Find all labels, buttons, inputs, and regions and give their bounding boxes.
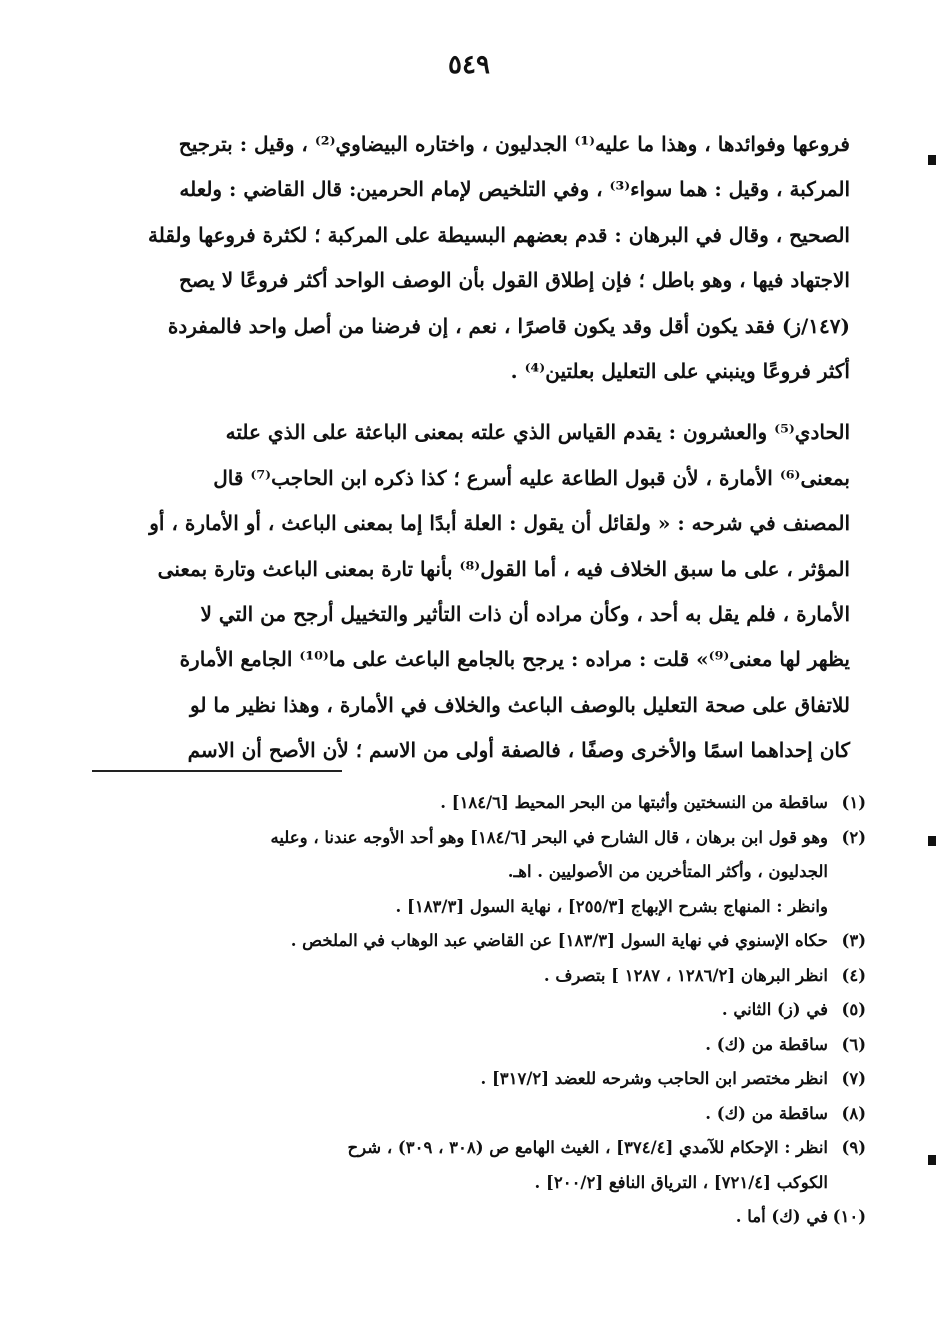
paragraph: [92, 410, 850, 773]
footnote-text: في (ك) أما .: [735, 1207, 828, 1226]
scan-artifact-mark: [928, 1155, 936, 1165]
footnote-text: وهو قول ابن برهان ، قال الشارح في البحر [١٨٤/٦] وهو أحد الأوجه عندنا ، وعليه: [270, 827, 828, 847]
footnote: [96, 959, 866, 994]
footnote-text: ساقطة من (ك) .: [705, 1103, 828, 1123]
paragraph: [92, 122, 850, 394]
text-line: فروعها وفوائدها ، وهذا ما عليه⁽¹⁾ الجدليون ، واختاره البيضاوي⁽²⁾ ، وقيل : بترجيح: [178, 132, 850, 156]
footnote-label: (١): [841, 793, 866, 812]
footnote-label: (٩): [841, 1138, 866, 1157]
footnote-label: (١٠): [832, 1207, 866, 1226]
footnote: [96, 924, 866, 959]
footnote-text: في (ز) الثاني .: [721, 1000, 828, 1019]
text-line: المصنف في شرحه : « ولقائل أن يقول : العلة أبدًا إما بمعنى الباعث ، أو الأمارة ، أو: [149, 511, 850, 536]
footnote: [96, 1200, 866, 1235]
footnote: [96, 821, 866, 856]
footnote: [96, 786, 866, 821]
footnote-text: الكوكب [٧٢١/٤] ، الترياق النافع [٢٠٠/٢] .: [534, 1172, 828, 1192]
scan-artifact-mark: [928, 836, 936, 846]
footnote: [96, 1131, 866, 1166]
text-line: المركبة ، وقيل : هما سواء⁽³⁾ ، وفي التلخيص لإمام الحرمين: قال القاضي : ولعله: [179, 177, 850, 202]
footnote-label: (٧): [841, 1069, 866, 1088]
page-number: ٥٤٩: [448, 50, 490, 80]
text-line: الاجتهاد فيها ، وهو باطل ؛ فإن إطلاق القول بأن الوصف الواحد أكثر فروعًا لا يصح: [179, 268, 850, 293]
footnote-label: (٦): [841, 1034, 866, 1054]
footnote: [96, 1097, 866, 1132]
text-line: المؤثر ، على ما سبق الخلاف فيه ، أما القول⁽⁸⁾ بأنها تارة بمعنى الباعث وتارة بمعنى: [157, 556, 850, 581]
footnote: [96, 993, 866, 1028]
scan-artifact-mark: [928, 155, 936, 165]
footnote-text: انظر : الإحكام للآمدي [٣٧٤/٤] ، الغيث الهامع ص (٣٠٨ ، ٣٠٩) ، شرح: [347, 1138, 828, 1157]
text-line: الحادي⁽⁵⁾ والعشرون : يقدم القياس الذي علته بمعنى الباعثة على الذي علته: [225, 420, 850, 445]
footnote-label: (٣): [841, 931, 866, 950]
footnote-note: [96, 890, 866, 925]
text-line: يظهر لها معنى⁽⁹⁾» قلت : مراده : يرجح بالجامع الباعث على ما⁽¹⁰⁾ الجامع الأمارة: [179, 647, 850, 672]
footnote-continuation: [96, 1166, 866, 1201]
footnote-text: حكاه الإسنوي في نهاية السول [١٨٣/٣] عن القاضي عبد الوهاب في الملخص .: [290, 931, 828, 950]
text-line: كان إحداهما اسمًا والأخرى وصفًا ، فالصفة أولى من الاسم ؛ لأن الأصح أن الاسم: [187, 738, 850, 763]
footnote-text: انظر مختصر ابن الحاجب وشرحه للعضد [٣١٧/٢] .: [480, 1069, 828, 1088]
text-line: الصحيح ، وقال في البرهان : قدم بعضهم البسيطة على المركبة ؛ لكثرة فروعها ولقلة: [147, 222, 850, 247]
footnote-text: ساقطة من النسختين وأثبتها من البحر المحيط [١٨٤/٦] .: [440, 793, 828, 812]
footnote-text: انظر البرهان [١٢٨٦/٢ ، ١٢٨٧ ] بتصرف .: [543, 965, 828, 985]
text-line: للاتفاق على صحة التعليل بالوصف الباعث والخلاف في الأمارة ، وهذا نظير ما لو: [190, 692, 850, 717]
footnote-label: (٤): [841, 965, 866, 985]
footnote-text: وانظر : المنهاج بشرح الإبهاج [٢٥٥/٣] ، نهاية السول [١٨٣/٣] .: [395, 896, 828, 916]
footnote-continuation: [96, 855, 866, 890]
footnote: [96, 1028, 866, 1063]
text-line: (١٤٧/ز) فقد يكون أقل وقد يكون قاصرًا ، نعم ، إن فرضنا من أصل واحد فالمفردة: [167, 313, 850, 338]
footnote-label: (٨): [841, 1103, 866, 1123]
footnote-text: ساقطة من (ك) .: [705, 1034, 828, 1054]
footnote-label: (٥): [841, 1000, 866, 1019]
main-text: [92, 122, 850, 774]
footnote: [96, 1062, 866, 1097]
footnotes: [96, 786, 866, 1235]
text-line: بمعنى⁽⁶⁾ الأمارة ، لأن قبول الطاعة عليه أسرع ؛ كذا ذكره ابن الحاجب⁽⁷⁾ قال: [213, 465, 850, 490]
text-line: الأمارة ، فلم يقل به أحد ، وكأن مراده أن ذات التأثير والتخييل أرجح من التي لا: [200, 602, 850, 627]
text-line: أكثر فروعًا وينبني على التعليل بعلتين⁽⁴⁾ .: [510, 359, 850, 384]
footnote-divider: [92, 770, 342, 772]
footnote-text: الجدليون ، وأكثر المتأخرين من الأصوليين . اهـ.: [507, 862, 828, 881]
footnote-label: (٢): [841, 827, 866, 847]
